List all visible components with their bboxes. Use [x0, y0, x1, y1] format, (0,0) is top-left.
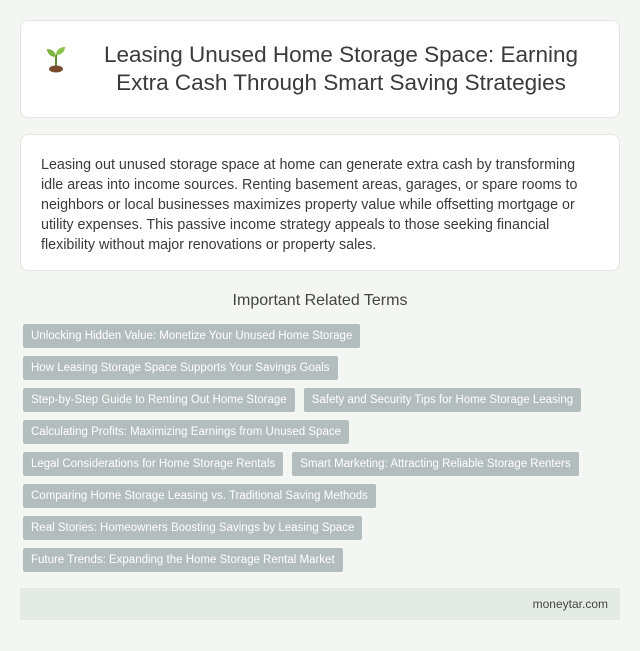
title-inner: [44, 41, 596, 97]
title-card: [20, 20, 620, 118]
related-term-tag[interactable]: Unlocking Hidden Value: Monetize Your Unused Home Storage: [23, 324, 360, 348]
related-term-tag[interactable]: How Leasing Storage Space Supports Your Savings Goals: [23, 356, 338, 380]
related-terms-list: [23, 324, 623, 580]
related-term-tag[interactable]: Step-by-Step Guide to Renting Out Home Storage: [23, 388, 295, 412]
tag-row: [23, 324, 623, 348]
related-term-tag[interactable]: Legal Considerations for Home Storage Rentals: [23, 452, 283, 476]
related-term-tag[interactable]: Real Stories: Homeowners Boosting Savings by Leasing Space: [23, 516, 362, 540]
tag-row: [23, 484, 623, 508]
tag-row: [23, 452, 623, 476]
tag-row: [23, 356, 623, 380]
page-title: Leasing Unused Home Storage Space: Earning Extra Cash Through Smart Saving Strategies: [103, 42, 579, 95]
footer-site-name[interactable]: moneytar.com: [532, 597, 608, 611]
related-term-tag[interactable]: Smart Marketing: Attracting Reliable Storage Renters: [292, 452, 578, 476]
related-term-tag[interactable]: Safety and Security Tips for Home Storage Leasing: [304, 388, 581, 412]
tag-row: [23, 420, 623, 444]
related-term-tag[interactable]: Comparing Home Storage Leasing vs. Traditional Saving Methods: [23, 484, 376, 508]
seedling-icon: [44, 43, 68, 73]
related-term-tag[interactable]: Calculating Profits: Maximizing Earnings from Unused Space: [23, 420, 349, 444]
tag-row: [23, 516, 623, 540]
intro-card: [20, 134, 620, 271]
tag-row: [23, 548, 623, 572]
footer: [20, 588, 620, 620]
intro-paragraph: Leasing out unused storage space at home can generate extra cash by transforming idle areas into income sources. Renting basement areas, garages, or spare rooms to neighbors or local businesses maximizes property value while offsetting mortgage or utility expenses. This passive income strategy appeals to those seeking financial flexibility without major renovations or property sales.: [41, 157, 578, 253]
related-terms-heading: Important Related Terms: [232, 292, 408, 309]
related-term-tag[interactable]: Future Trends: Expanding the Home Storage Rental Market: [23, 548, 343, 572]
tag-row: [23, 388, 623, 412]
